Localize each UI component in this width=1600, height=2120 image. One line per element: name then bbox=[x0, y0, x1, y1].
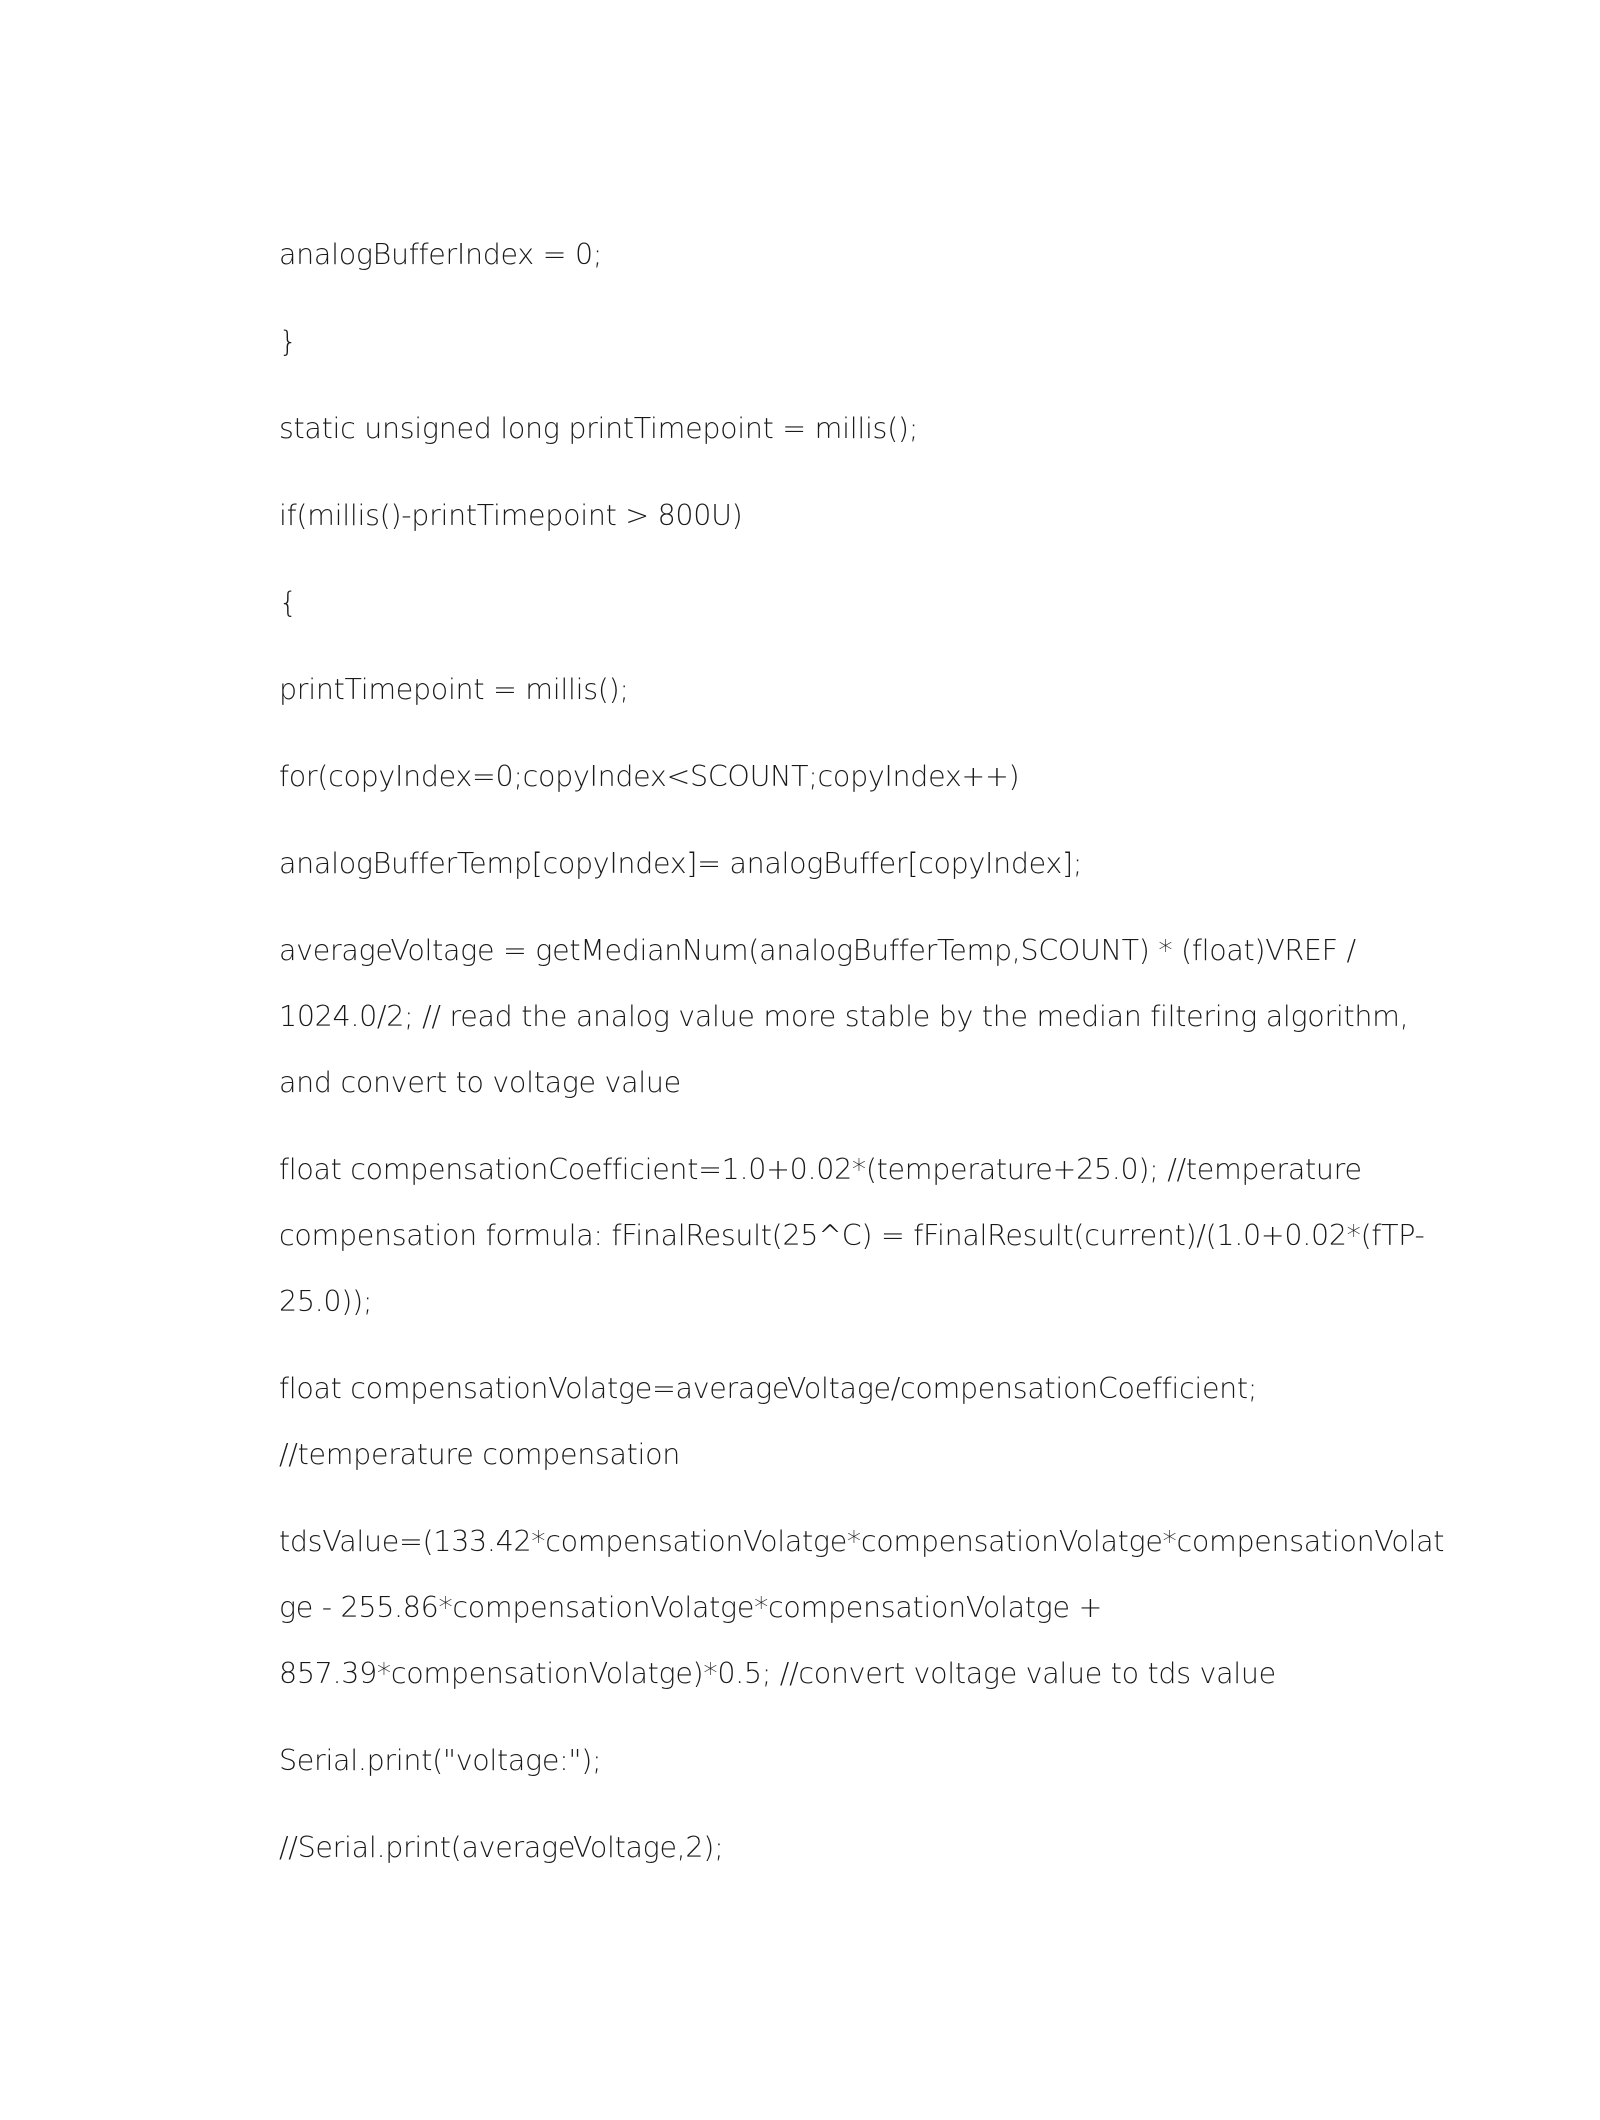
code-line-serial-print-average bbox=[279, 1815, 1439, 1881]
text-line: averageVoltage = getMedianNum(analogBufferTemp,SCOUNT) * (float)VREF / bbox=[279, 934, 1356, 967]
code-line-print-timepoint-decl bbox=[279, 396, 1439, 462]
code-line-open-brace bbox=[279, 570, 1439, 636]
text-line: float compensationCoefficient=1.0+0.02*(temperature+25.0); //temperature bbox=[279, 1153, 1362, 1186]
code-line-for-loop bbox=[279, 744, 1439, 810]
text-line: 25.0)); bbox=[279, 1285, 373, 1318]
text-line: 1024.0/2; // read the analog value more stable by the median filtering algorithm, bbox=[279, 1000, 1409, 1033]
text-line: { bbox=[279, 586, 297, 619]
text-line: analogBufferIndex = 0; bbox=[279, 238, 603, 271]
code-line-tds-value bbox=[279, 1509, 1445, 1707]
text-line: analogBufferTemp[copyIndex]= analogBuffer[copyIndex]; bbox=[279, 847, 1083, 880]
text-line: ge - 255.86*compensationVolatge*compensationVolatge + bbox=[279, 1591, 1103, 1624]
text-line: //temperature compensation bbox=[279, 1438, 681, 1471]
text-line: printTimepoint = millis(); bbox=[279, 673, 629, 706]
code-line-average-voltage bbox=[279, 918, 1439, 1116]
text-line: } bbox=[279, 325, 297, 358]
text-line: static unsigned long printTimepoint = millis(); bbox=[279, 412, 919, 445]
text-line: //Serial.print(averageVoltage,2); bbox=[279, 1831, 724, 1864]
document-body bbox=[279, 222, 1445, 1902]
text-line: Serial.print("voltage:"); bbox=[279, 1744, 602, 1777]
code-line-print-timepoint-assign bbox=[279, 657, 1439, 723]
code-line-compensation-coefficient bbox=[279, 1137, 1439, 1335]
code-line-close-brace bbox=[279, 309, 1439, 375]
code-line-buffer-copy bbox=[279, 831, 1439, 897]
code-line-serial-print-voltage bbox=[279, 1728, 1439, 1794]
text-line: for(copyIndex=0;copyIndex<SCOUNT;copyIndex++) bbox=[279, 760, 1020, 793]
text-line: float compensationVolatge=averageVoltage/compensationCoefficient; bbox=[279, 1372, 1258, 1405]
text-line: tdsValue=(133.42*compensationVolatge*compensationVolatge*compensationVolat bbox=[279, 1525, 1445, 1558]
code-line-buffer-index-reset bbox=[279, 222, 1439, 288]
text-line: 857.39*compensationVolatge)*0.5; //convert voltage value to tds value bbox=[279, 1657, 1276, 1690]
code-line-if-millis bbox=[279, 483, 1439, 549]
text-line: and convert to voltage value bbox=[279, 1066, 681, 1099]
code-line-compensation-voltage bbox=[279, 1356, 1439, 1488]
text-line: compensation formula: fFinalResult(25^C) = fFinalResult(current)/(1.0+0.02*(fTP- bbox=[279, 1219, 1425, 1252]
text-line: if(millis()-printTimepoint > 800U) bbox=[279, 499, 743, 532]
